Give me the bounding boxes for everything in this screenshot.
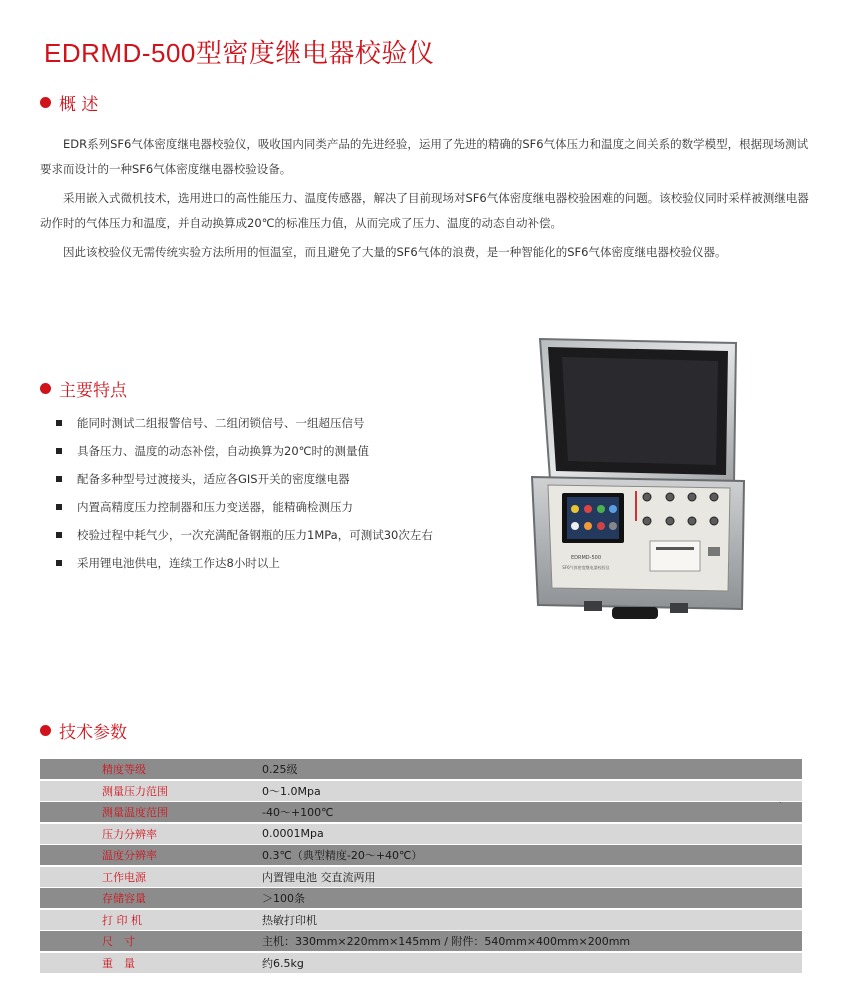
overview-heading-label: 概 述 (59, 95, 99, 115)
specs-table (40, 759, 802, 974)
features-heading-label: 主要特点 (59, 381, 127, 401)
feature-item: 内置高精度压力控制器和压力变送器，能精确检测压力 (56, 496, 433, 524)
table-row: 精度等级 0.25级 (40, 759, 802, 779)
bullet-dot-icon (40, 725, 51, 736)
case-handle (612, 607, 658, 619)
specs-heading-label: 技术参数 (59, 723, 127, 743)
table-row: 尺 寸 主机：330mm×220mm×145mm / 附件：540mm×400mm×200mm (40, 931, 802, 951)
table-row: 温度分辨率 0.3℃（典型精度-20～+40℃） (40, 845, 802, 865)
square-bullet-icon (56, 420, 62, 426)
table-row: 工作电源 内置锂电池 交直流两用 (40, 867, 802, 887)
square-bullet-icon (56, 476, 62, 482)
bullet-dot-icon (40, 383, 51, 394)
bullet-dot-icon (40, 97, 51, 108)
square-bullet-icon (56, 448, 62, 454)
feature-item: 能同时测试二组报警信号、二组闭锁信号、一组超压信号 (56, 412, 433, 440)
table-row: 压力分辨率 0.0001Mpa (40, 824, 802, 844)
page-title: EDRMD-500型密度继电器校验仪 (44, 38, 435, 68)
feature-item: 配备多种型号过渡接头，适应各GIS开关的密度继电器 (56, 468, 433, 496)
panel-model-text: EDRMD-500 (571, 555, 601, 561)
feature-item: 校验过程中耗气少，一次充满配备钢瓶的压力1MPa，可测试30次左右 (56, 524, 433, 552)
overview-paragraph-1: EDR系列SF6气体密度继电器校验仪，吸收国内同类产品的先进经验，运用了先进的精确的SF6气体压力和温度之间关系的数学模型，根据现场测试要求而设计的一种SF6气体密度继电器校验设备。 (40, 137, 809, 176)
table-row: 打 印 机 热敏打印机 (40, 910, 802, 930)
panel-name-text: SF6气体密度继电器校验仪 (562, 565, 610, 570)
features-list (56, 412, 433, 580)
table-row: 测量温度范围 -40～+100℃ (40, 802, 802, 822)
printer-slot (650, 541, 700, 571)
table-mark: . (779, 796, 782, 805)
table-row: 存储容量 ＞100条 (40, 888, 802, 908)
overview-paragraph-3: 因此该校验仪无需传统实验方法所用的恒温室，而且避免了大量的SF6气体的浪费，是一种智能化的SF6气体密度继电器校验仪器。 (63, 245, 727, 259)
table-row: 测量压力范围 0～1.0Mpa (40, 781, 802, 801)
feature-item: 采用锂电池供电，连续工作达8小时以上 (56, 552, 433, 580)
specs-heading (40, 718, 127, 743)
feature-item: 具备压力、温度的动态补偿，自动换算为20℃时的测量值 (56, 440, 433, 468)
table-row: 重 量 约6.5kg (40, 953, 802, 973)
square-bullet-icon (56, 560, 62, 566)
overview-heading (40, 90, 98, 115)
square-bullet-icon (56, 504, 62, 510)
overview-paragraph-2: 采用嵌入式微机技术，选用进口的高性能压力、温度传感器，解决了目前现场对SF6气体密度继电器校验困难的问题。该校验仪同时采样被测继电器动作时的气体压力和温度，并自动换算成20℃的标准压力值，从而完成了压力、温度的动态自动补偿。 (40, 191, 809, 230)
features-heading (40, 376, 127, 401)
product-photo (522, 333, 754, 633)
square-bullet-icon (56, 532, 62, 538)
